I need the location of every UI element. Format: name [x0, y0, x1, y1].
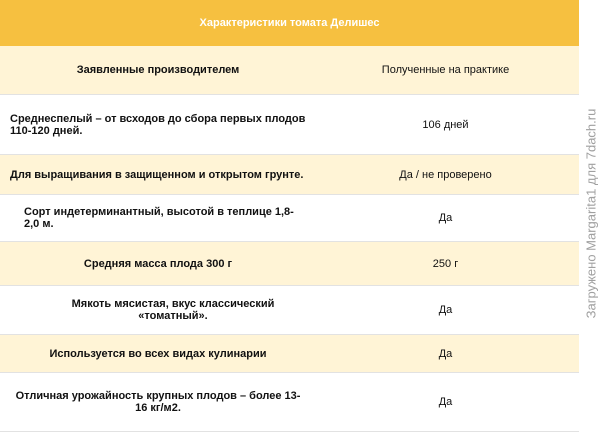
observed-cell: 250 г	[432, 257, 459, 270]
header-observed: Полученные на практике	[381, 64, 510, 76]
claimed-cell: Мякоть мясистая, вкус классический «томатный».	[71, 298, 275, 322]
observed-cell: Да	[438, 396, 453, 408]
header-claimed: Заявленные производителем	[76, 64, 240, 76]
table-row	[0, 155, 579, 195]
table-row	[0, 286, 579, 335]
observed-cell: Да	[438, 347, 453, 360]
observed-cell: Да	[438, 304, 453, 316]
claimed-cell: Для выращивания в защищенном и открытом грунте.	[10, 168, 304, 181]
watermark	[581, 0, 600, 427]
claimed-cell: Используется во всех видах кулинарии	[49, 347, 267, 360]
observed-cell: Да	[438, 212, 453, 224]
table-row	[0, 242, 579, 286]
claimed-cell: Средняя масса плода 300 г	[83, 257, 233, 270]
watermark-text: Загружено Margarita1 для 7dach.ru	[583, 108, 599, 319]
claimed-cell: Отличная урожайность крупных плодов – более 13-16 кг/м2.	[15, 390, 301, 414]
table-header-row	[0, 46, 579, 95]
table-row	[0, 373, 579, 432]
claimed-cell: Среднеспелый – от всходов до сбора первых плодов 110-120 дней.	[10, 112, 306, 137]
table-row	[0, 335, 579, 373]
table-title: Характеристики томата Делишес	[0, 0, 579, 46]
table-row	[0, 95, 579, 155]
observed-cell: Да / не проверено	[399, 168, 492, 181]
claimed-cell: Сорт индетерминантный, высотой в теплице 1,8-2,0 м.	[24, 206, 294, 230]
table-row	[0, 195, 579, 242]
observed-cell: 106 дней	[422, 118, 469, 131]
